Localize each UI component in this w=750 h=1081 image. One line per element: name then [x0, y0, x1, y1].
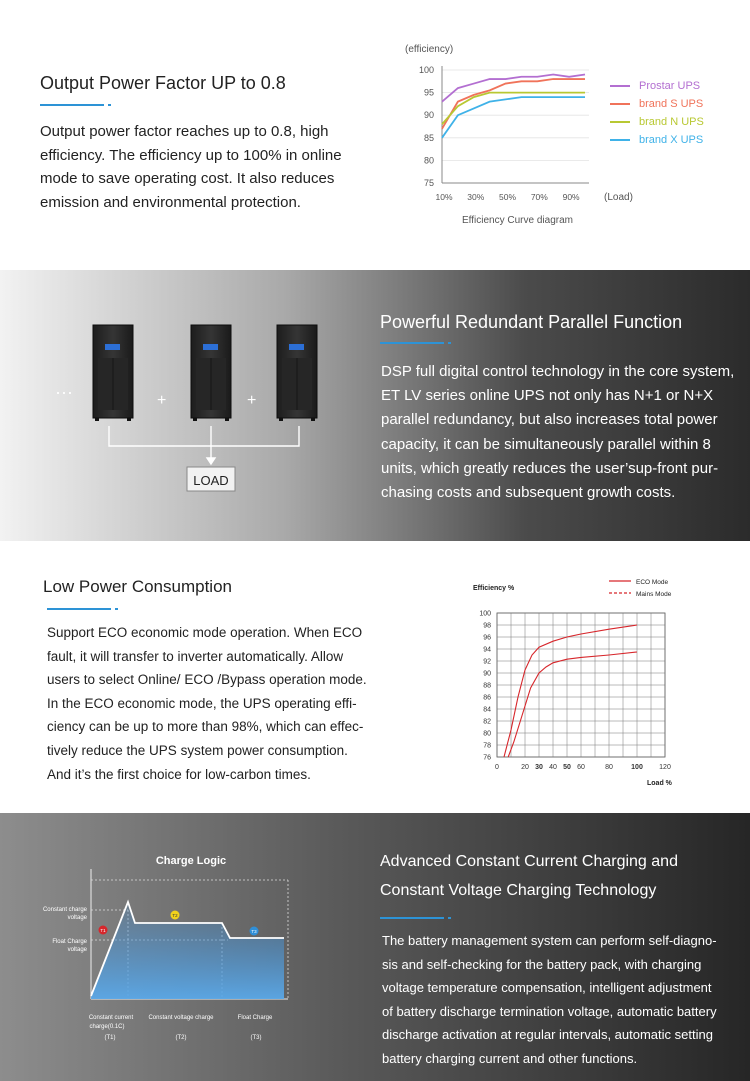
- phase-code-t2: (T2): [175, 1035, 187, 1041]
- x-tick-label: 90%: [562, 192, 580, 202]
- ups-cabinet-2: [191, 325, 231, 421]
- body-line: ET LV series online UPS not only has N+1 or N+X: [381, 387, 714, 405]
- x-tick-label: 60: [577, 764, 585, 771]
- section-charging: [0, 813, 750, 1081]
- body-line: discharge activation at regular intervals, automatic setting: [382, 1027, 713, 1043]
- efficiency-curve-chart: [400, 30, 730, 270]
- legend-label: brand X UPS: [639, 134, 704, 146]
- section-power-factor: [0, 0, 750, 270]
- x-tick-label: 0: [495, 764, 499, 771]
- y-tick-label: 80: [423, 155, 434, 166]
- title-line: Advanced Constant Current Charging and: [380, 853, 678, 870]
- chart-xlabel: Load %: [647, 780, 672, 787]
- x-tick-label: 100: [631, 764, 643, 771]
- eco-efficiency-chart: [465, 571, 725, 801]
- phase-label-t3: Float Charge: [237, 1015, 273, 1021]
- x-tick-label: 20: [521, 764, 529, 771]
- x-tick-label: 40: [549, 764, 557, 771]
- y-tick-label: 86: [483, 694, 491, 702]
- section-body: Output power factor reaches up to 0.8, high efficiency. The efficiency up to 100% in online mode to save operating cost. It also reduces emission and environmental protection.: [40, 123, 342, 211]
- ups-cabinet-1: [93, 325, 133, 421]
- y-tick-label: 92: [483, 658, 491, 666]
- legend-label: brand S UPS: [639, 98, 704, 110]
- title-line: Constant Voltage Charging Technology: [380, 882, 657, 899]
- x-tick-label: 80: [605, 764, 613, 771]
- svg-text:T1: T1: [100, 928, 106, 933]
- legend-swatch: [610, 139, 630, 141]
- phase-label-t1: Constant current: [88, 1015, 134, 1021]
- section-title: Low Power Consumption: [43, 577, 232, 596]
- title-underline: [40, 104, 104, 106]
- body-line: Support ECO economic mode operation. When ECO: [47, 625, 363, 640]
- legend-eco: ECO Mode: [636, 579, 669, 586]
- section-low-power: [0, 541, 750, 813]
- x-tick-label: 50%: [499, 192, 517, 202]
- parallel-diagram: [0, 270, 350, 541]
- y-tick-label: 85: [423, 132, 434, 143]
- svg-text:T3: T3: [251, 929, 257, 934]
- body-line: sis and self-checking for the battery pack, with charging: [382, 956, 702, 972]
- section-title: [380, 847, 678, 905]
- section-parallel: [0, 270, 750, 541]
- y-tick-label: 80: [483, 730, 491, 738]
- body-line: chasing costs and subsequent growth costs.: [381, 484, 676, 502]
- y-label-constant-charge: voltage: [67, 915, 87, 921]
- body-line: And it’s the first choice for low-carbon times.: [47, 766, 311, 782]
- phase-code-t1: (T1): [104, 1035, 116, 1041]
- section-body: [382, 929, 744, 1071]
- y-tick-label: 82: [483, 718, 491, 726]
- section-title: Output Power Factor UP to 0.8: [40, 73, 286, 93]
- legend-item: [610, 134, 703, 146]
- legend-label: brand N UPS: [639, 116, 704, 128]
- legend-label: Prostar UPS: [639, 80, 701, 92]
- legend-swatch: [610, 85, 630, 87]
- body-line: tively reduce the UPS system power consumption.: [47, 742, 348, 758]
- y-label-constant-charge: Constant charge: [42, 907, 87, 913]
- body-line: The battery management system can perform self-diagno-: [382, 933, 717, 948]
- chart-ylabel: Efficiency %: [473, 585, 515, 592]
- chart-title: Efficiency Curve diagram: [462, 215, 573, 226]
- ups-cabinet-3: [277, 325, 317, 421]
- section-title: Powerful Redundant Parallel Function: [380, 312, 683, 332]
- y-tick-label: 75: [423, 178, 434, 188]
- legend-item: [610, 98, 703, 110]
- legend-swatch: [610, 121, 630, 123]
- section-body: [381, 360, 741, 505]
- y-tick-label: 78: [483, 742, 491, 750]
- body-line: capacity, it can be simultaneously parallel within 8: [381, 435, 711, 453]
- body-line: of battery discharge termination voltage, automatic battery: [382, 1003, 717, 1019]
- body-line: parallel redundancy, but also increases total power: [381, 411, 718, 429]
- chart-ylabel: (efficiency): [405, 44, 454, 55]
- y-tick-label: 90: [483, 670, 491, 678]
- y-tick-label: 84: [483, 706, 491, 714]
- phase-label-t1: charge(0.1C): [89, 1024, 125, 1030]
- svg-text:T2: T2: [172, 913, 178, 918]
- plus-icon: +: [157, 392, 167, 409]
- body-line: voltage temperature compensation, intelligent adjustment: [382, 980, 712, 996]
- y-tick-label: 96: [483, 634, 491, 642]
- title-underline: [47, 608, 111, 610]
- plus-icon: +: [247, 392, 257, 409]
- y-tick-label: 98: [483, 622, 491, 630]
- legend-item: [610, 80, 700, 92]
- body-line: units, which greatly reduces the user’sup-front pur-: [381, 459, 719, 477]
- connection-lines: [109, 426, 299, 464]
- y-tick-label: 100: [418, 65, 434, 75]
- body-line: ciency can be up to more than 98%, which can effec-: [47, 719, 364, 735]
- charge-logic-chart: [0, 813, 340, 1081]
- y-label-float-charge: Float Charge: [52, 939, 87, 945]
- phase-code-t3: (T3): [250, 1035, 262, 1041]
- legend-item: [610, 116, 704, 128]
- x-tick-label: 120: [659, 764, 671, 771]
- y-tick-label: 100: [479, 610, 491, 618]
- chart-xlabel: (Load): [604, 192, 633, 203]
- title-underline: [380, 342, 444, 344]
- charge-area: [91, 902, 284, 999]
- y-tick-label: 88: [483, 682, 491, 690]
- y-tick-label: 94: [483, 646, 491, 654]
- legend-mains: Mains Mode: [636, 591, 672, 598]
- x-tick-label: 30%: [467, 192, 485, 202]
- x-tick-label: 10%: [435, 192, 453, 202]
- x-tick-label: 50: [563, 764, 571, 771]
- x-tick-label: 70%: [530, 192, 548, 202]
- body-line: fault, it will transfer to inverter automatically. Allow: [47, 648, 344, 664]
- body-line: DSP full digital control technology in the core system,: [381, 363, 735, 380]
- title-underline: [380, 917, 444, 919]
- y-label-float-charge: voltage: [67, 947, 87, 953]
- y-tick-label: 90: [423, 110, 434, 121]
- body-line: battery charging current and other functions.: [382, 1050, 638, 1066]
- legend-swatch: [610, 103, 630, 105]
- ellipsis-icon: ···: [55, 382, 73, 402]
- phase-label-t2: Constant voltage charge: [148, 1015, 214, 1021]
- y-tick-label: 76: [483, 754, 491, 762]
- chart-title: Charge Logic: [155, 855, 227, 867]
- y-tick-label: 95: [423, 87, 434, 98]
- x-tick-label: 30: [535, 764, 543, 771]
- section-body: [47, 621, 377, 786]
- body-line: users to select Online/ ECO /Bypass operation mode.: [47, 672, 367, 688]
- body-line: In the ECO economic mode, the UPS operating effi-: [47, 695, 357, 711]
- load-label: LOAD: [193, 473, 229, 488]
